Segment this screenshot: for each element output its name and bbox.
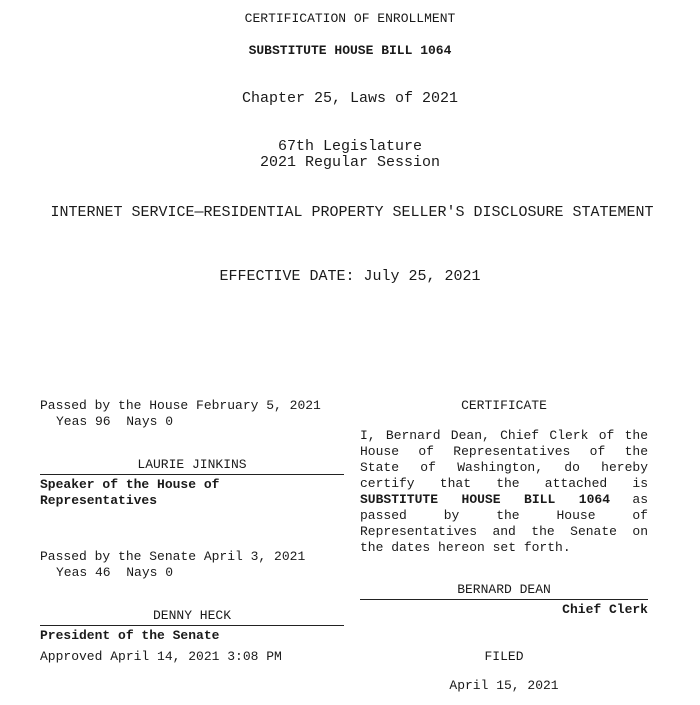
certificate-bill-line <box>360 492 648 508</box>
legislature-line: 67th Legislature <box>277 138 423 155</box>
senate-votes: Yeas 46 Nays 0 <box>56 565 174 580</box>
certificate-heading: CERTIFICATE <box>461 398 547 413</box>
house-signer: LAURIE JINKINS <box>137 457 247 472</box>
certificate-line: State of Washington, do hereby <box>360 460 648 475</box>
house-signer-title-2: Representatives <box>40 493 158 508</box>
senate-signer: DENNY HECK <box>152 608 231 623</box>
senate-passed: Passed by the Senate April 3, 2021 <box>40 549 306 564</box>
certificate-signer-title: Chief Clerk <box>562 602 648 617</box>
senate-signer-title: President of the Senate <box>40 628 220 643</box>
certificate-signer: BERNARD DEAN <box>457 582 551 597</box>
house-signature-line <box>40 474 344 475</box>
certificate-bill-text: SUBSTITUTE HOUSE BILL 1064 <box>360 492 610 507</box>
senate-signature-line <box>40 625 344 626</box>
certificate-line: House of Representatives of the <box>360 444 648 459</box>
chapter-line: Chapter 25, Laws of 2021 <box>241 90 459 107</box>
certificate-line: passed by the House of <box>360 508 648 523</box>
certificate-line: Representatives and the Senate on <box>360 524 648 539</box>
approved-line: Approved April 14, 2021 3:08 PM <box>40 649 282 664</box>
certificate-line: certify that the attached is <box>360 476 648 491</box>
filed-label: FILED <box>484 649 524 664</box>
effective-date: EFFECTIVE DATE: July 25, 2021 <box>219 268 481 285</box>
certificate-signature-line <box>360 599 648 600</box>
session-line: 2021 Regular Session <box>259 154 441 171</box>
certificate-line: I, Bernard Dean, Chief Clerk of the <box>360 428 648 443</box>
bill-subject: INTERNET SERVICE—RESIDENTIAL PROPERTY SELLER'S DISCLOSURE STATEMENT <box>50 204 654 221</box>
house-signer-title-1: Speaker of the House of <box>40 477 220 492</box>
certificate-bill-suffix: as <box>632 492 648 507</box>
certificate-line: the dates hereon set forth. <box>360 540 571 555</box>
house-passed: Passed by the House February 5, 2021 <box>40 398 321 413</box>
certification-heading: CERTIFICATION OF ENROLLMENT <box>244 11 456 26</box>
bill-title: SUBSTITUTE HOUSE BILL 1064 <box>248 43 452 58</box>
certificate-bill-name <box>360 492 610 508</box>
house-votes: Yeas 96 Nays 0 <box>56 414 174 429</box>
certificate-body <box>360 428 648 556</box>
filed-date: April 15, 2021 <box>449 678 559 693</box>
